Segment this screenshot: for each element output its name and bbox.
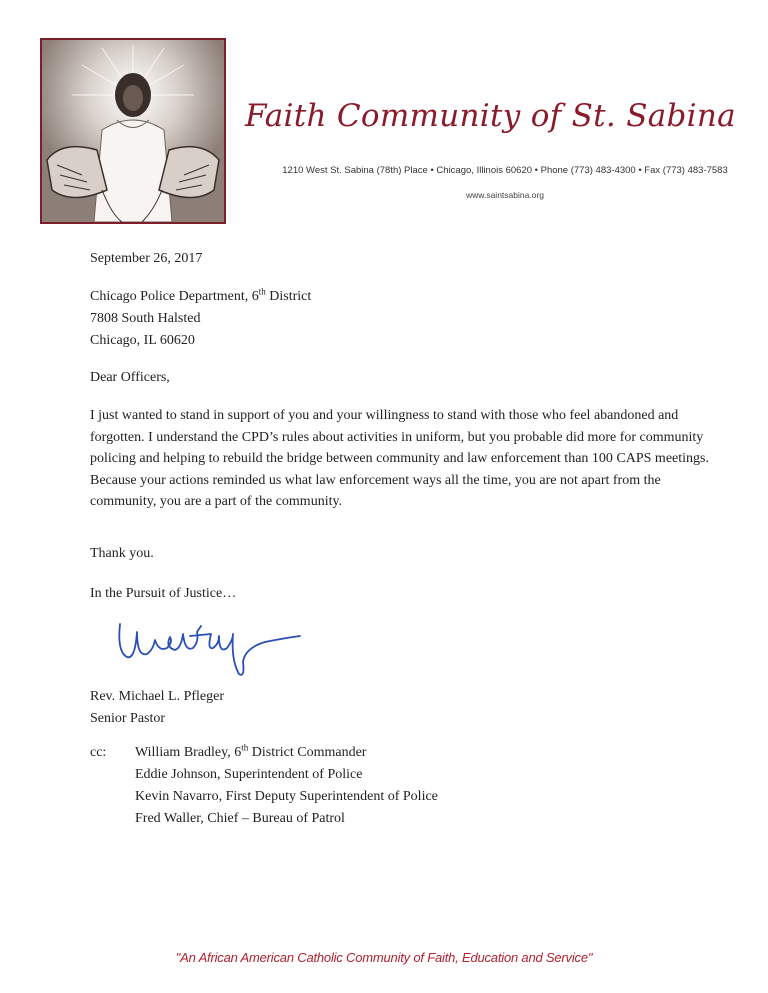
signer-name: Rev. Michael L. Pfleger [90, 689, 224, 704]
footer-motto: "An African American Catholic Community of Faith, Education and Service" [175, 950, 593, 965]
recipient-address [90, 286, 311, 352]
recipient-line-2: 7808 South Halsted [90, 311, 201, 326]
organization-name: Faith Community of St. Sabina [245, 98, 736, 134]
church-logo [40, 38, 226, 224]
cc-item: William Bradley, 6th District Commander [135, 742, 367, 760]
thanks-line: Thank you. [90, 546, 154, 561]
signer-title: Senior Pastor [90, 711, 166, 726]
organization-address: 1210 West St. Sabina (78th) Place • Chicago, Illinois 60620 • Phone (773) 483-4300 • Fax (773) 483-7583 [282, 165, 728, 176]
signer-block [90, 686, 224, 730]
jesus-with-hands-logo-icon [42, 40, 224, 222]
letter-date: September 26, 2017 [90, 251, 203, 266]
closing-line: In the Pursuit of Justice… [90, 586, 237, 601]
cc-label: cc: [90, 745, 107, 760]
cc-item: Fred Waller, Chief – Bureau of Patrol [135, 811, 345, 826]
cc-item: Kevin Navarro, First Deputy Superintendent of Police [135, 789, 438, 804]
salutation: Dear Officers, [90, 370, 170, 385]
organization-website[interactable]: www.saintsabina.org [466, 190, 544, 200]
recipient-line-3: Chicago, IL 60620 [90, 333, 195, 348]
handwritten-signature [115, 612, 315, 682]
cc-item: Eddie Johnson, Superintendent of Police [135, 767, 363, 782]
letter-body: I just wanted to stand in support of you and your willingness to stand with those who feel abandoned and forgotten. I understand the CPD’s rules about activities in uniform, but you probable did more for community policing and helping to rebuild the bridge between community and law enforcement than 100 CAPS meetings. Because your actions reminded us what law enforcement ways all the time, you are not apart from the community, you are a part of the community. [90, 408, 709, 509]
recipient-line-1: Chicago Police Department, 6th District [90, 286, 312, 304]
cc-list [135, 742, 635, 830]
